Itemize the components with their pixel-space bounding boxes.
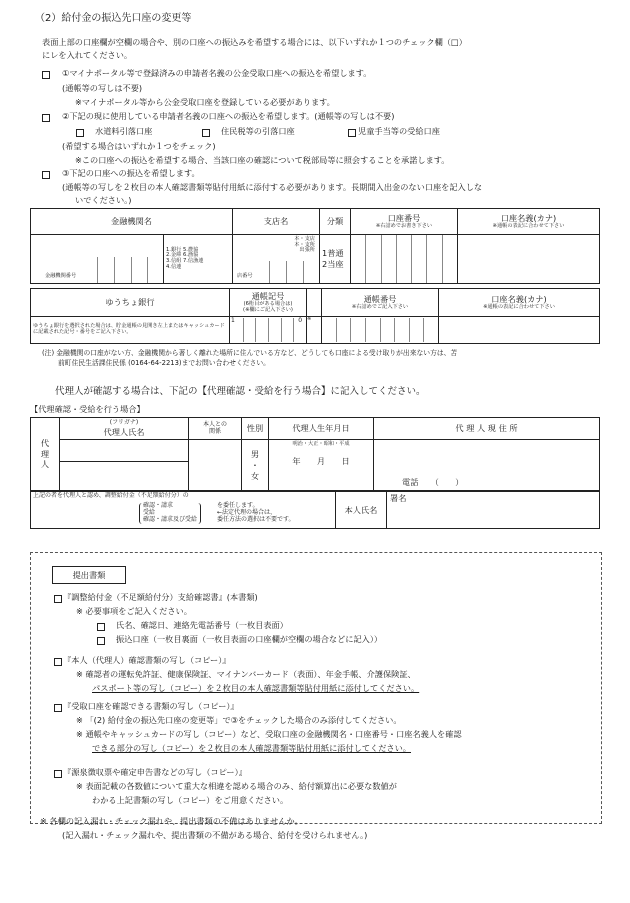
relation-header: 本人との 関係 xyxy=(189,418,242,440)
passbook-symbol-title: 通帳記号 xyxy=(251,291,285,302)
symbol-last-digit: 0 xyxy=(293,318,306,342)
option1-note-1: (通帳等の写しは不要) xyxy=(62,83,143,93)
branch-code-boxes[interactable] xyxy=(269,261,320,283)
principal-name-label: 本人氏名 xyxy=(336,492,387,529)
child-allowance-label: 児童手当等の受給口座 xyxy=(358,126,440,136)
symbol-first-digit: 1 xyxy=(231,317,235,324)
doc1b-label: 振込口座（一枚目裏面（一枚目表面の口座欄が空欄の場合などに記入）） xyxy=(116,634,383,644)
passbook-number-header xyxy=(322,289,439,317)
doc2-note-2: パスポート等の写し（コピー）を２枚目の本人確認書類等貼付用紙に添付してください。 xyxy=(92,683,420,693)
address-header: 代 理 人 現 住 所 xyxy=(374,418,600,440)
account-number-header xyxy=(351,209,458,235)
footer-note-1: ※ 各欄の記入漏れ・チェック漏れや、提出書類の不備はありませんか。 xyxy=(40,816,303,826)
doc2-checkbox[interactable] xyxy=(54,658,62,666)
doc1a-checkbox[interactable] xyxy=(97,623,105,631)
option1-note-2: ※マイナポータル等から公金受取口座を登録している必要があります。 xyxy=(75,97,335,107)
yucho-holder-header xyxy=(439,289,600,317)
bank-type-options[interactable]: 1.銀行 5.農協 2.金庫 6.漁協 3.信組 7.信漁連 4.信連 xyxy=(164,235,233,284)
account-type-header: 分類 xyxy=(320,209,351,235)
proxy-table xyxy=(30,417,600,491)
account-holder-hint: ※通帳の表記に合わせて下さい xyxy=(492,222,565,229)
option2-note-1: (希望する場合はいずれか１つをチェック) xyxy=(62,141,216,151)
doc4-checkbox[interactable] xyxy=(54,770,62,778)
branch-type-options[interactable]: 本・支店 本・支所 出張所 xyxy=(294,236,315,254)
doc1a-label: 氏名、確認日、連絡先電話番号（一枚目表面） xyxy=(116,620,288,630)
furigana-label: (フリガナ) xyxy=(109,418,139,426)
proxy-lead: 代理人が確認する場合は、下記の【代理確認・受給を行う場合】に記入してください。 xyxy=(55,386,426,397)
doc4-note-1: ※ 表面記載の各数値について重大な相違を認める場合のみ、給付額算出に必要な数値が xyxy=(76,781,397,791)
yucho-bank-header: ゆうちょ銀行 xyxy=(31,289,230,317)
sex-options[interactable]: 男 ・ 女 xyxy=(242,440,269,491)
doc3-note-2: ※ 通帳やキャッシュカードの写し（コピー）など、受取口座の金融機関名・口座番号・口座名義人を確認 xyxy=(76,729,462,739)
consent-delegate: を委任します。 ←法定代理の場合は、 委任方法の選択は不要です。 xyxy=(217,502,295,523)
consent-line: 上記の者を代理人と認め、調整給付金（不足額給付分）の xyxy=(33,492,189,499)
bank-code-boxes[interactable] xyxy=(97,257,164,283)
option3-note-2: いでください。) xyxy=(75,195,132,205)
branch-name-input[interactable] xyxy=(233,235,320,284)
passbook-number-title: 通帳番号 xyxy=(363,294,397,305)
bank-code-label: 金融機関番号 xyxy=(45,273,77,280)
remote-note-1: (注) 金融機関の口座がない方、金融機関から著しく離れた場所に住んでいる方など、どうしても口座による受け取りが出来ない方は、苫 xyxy=(42,349,458,357)
relation-input[interactable] xyxy=(189,440,242,491)
principal-signature-field[interactable]: 署名 xyxy=(387,492,600,529)
doc3-note-1: ※ 「(2) 給付金の振込先口座の変更等」で③をチェックした場合のみ添付してください。 xyxy=(76,715,402,725)
passbook-symbol-boxes[interactable] xyxy=(230,317,307,344)
account-number-hint: ※右詰めでお書き下さい xyxy=(375,222,433,229)
option3-note-1: (通帳等の写しを２枚目の本人確認書類等貼付用紙に添付する必要があります。長期間入出金のない口座を記入しな xyxy=(62,182,483,192)
era-options[interactable]: 明治・大正・昭和・平成 xyxy=(292,441,350,448)
dob-ymd: 年 月 日 xyxy=(292,456,350,467)
passbook-number-boxes[interactable] xyxy=(322,317,439,344)
phone-label: 電話 （ ） xyxy=(402,477,464,488)
doc3-note-3: できる部分の写し（コピー）を２枚目の本人確認書類等貼付用紙に添付してください。 xyxy=(92,743,411,753)
proxy-name-header xyxy=(60,418,189,440)
option3-label: ③下記の口座への振込を希望します。 xyxy=(62,168,200,178)
option1-label: ①マイナポータル等で登録済みの申請者名義の公金受取口座への振込を希望します。 xyxy=(62,68,372,78)
account-holder-header xyxy=(458,209,600,235)
doc3-checkbox[interactable] xyxy=(54,704,62,712)
doc4-note-2: わかる上記書類の写し（コピー）をご用意ください。 xyxy=(92,795,289,805)
yucho-account-table xyxy=(30,288,600,344)
bank-name-header: 金融機関名 xyxy=(31,209,233,235)
doc1-label: 『調整給付金（不足額給付分）支給確認書』(本書類) xyxy=(63,592,258,602)
bank-name-input[interactable] xyxy=(31,235,164,284)
dob-input[interactable] xyxy=(269,440,374,491)
water-account-label: 水道料引落口座 xyxy=(95,126,153,136)
tax-account-checkbox[interactable] xyxy=(202,129,210,137)
address-input[interactable] xyxy=(374,440,600,491)
doc1-note: ※ 必要事項をご記入ください。 xyxy=(76,606,192,616)
consent-options[interactable]: 確認・請求 受給 確認・請求及び受給 xyxy=(139,503,201,524)
yucho-holder-title: 口座名義(カナ) xyxy=(491,294,547,305)
water-account-checkbox[interactable] xyxy=(76,129,84,137)
account-holder-title: 口座名義(カナ) xyxy=(500,213,557,224)
passbook-symbol-hint: (6桁目がある場合は) (※欄にご記入下さい) xyxy=(243,301,293,313)
proxy-name-input[interactable] xyxy=(60,462,189,491)
yucho-holder-input[interactable] xyxy=(439,317,600,344)
consent-text-cell xyxy=(31,492,336,529)
branch-name-header: 支店名 xyxy=(233,209,320,235)
footer-note-2: (記入漏れ・チェック漏れや、提出書類の不備がある場合、給付を受けられません。) xyxy=(62,830,368,840)
account-number-title: 口座番号 xyxy=(387,213,421,224)
branch-code-label: 店番号 xyxy=(237,273,253,280)
account-number-boxes[interactable] xyxy=(351,235,458,284)
account-type-options[interactable]: 1普通 2当座 xyxy=(320,235,351,284)
intro-line-1: 表面上部の口座欄が空欄の場合や、別の口座への振込みを希望する場合には、以下いずれか１つのチェック欄（□） xyxy=(42,37,467,47)
doc1-checkbox[interactable] xyxy=(54,595,62,603)
proxy-heading: 【代理確認・受給を行う場合】 xyxy=(30,404,145,414)
bank-account-table xyxy=(30,208,600,284)
option1-checkbox[interactable] xyxy=(42,71,50,79)
remote-note-2: 前町住民生活課住民係 (0164-64-2213)までお問い合わせください。 xyxy=(58,359,270,367)
proxy-name-label: 代理人氏名 xyxy=(103,426,145,437)
doc4-label: 『源泉徴収票や確定申告書などの写し（コピー）』 xyxy=(63,767,247,777)
passbook-number-hint: ※右詰めでご記入下さい xyxy=(351,303,409,310)
tax-account-label: 住民税等の引落口座 xyxy=(221,126,295,136)
child-allowance-checkbox[interactable] xyxy=(348,129,356,137)
documents-title: 提出書類 xyxy=(52,566,126,584)
section-title: （2）給付金の振込先口座の変更等 xyxy=(35,13,192,24)
sixth-digit-mark[interactable]: ※ xyxy=(307,317,322,344)
option2-note-2: ※この口座への振込を希望する場合、当該口座の確認について税部局等に照会することを承諾します。 xyxy=(75,155,450,165)
account-holder-input[interactable] xyxy=(458,235,600,284)
doc2-label: 『本人（代理人）確認書類の写し（コピー）』 xyxy=(63,655,231,665)
yucho-note: ゆうちょ銀行を選択された場合は、貯金通帳の見開き左上またはキャッシュカードに記載された記号・番号をご記入下さい。 xyxy=(31,317,230,344)
doc1b-checkbox[interactable] xyxy=(97,637,105,645)
yucho-holder-hint: ※通帳の表記に合わせて下さい xyxy=(483,303,555,310)
dob-header: 代理人生年月日 xyxy=(269,418,374,440)
option3-checkbox[interactable] xyxy=(42,171,50,179)
option2-checkbox[interactable] xyxy=(42,114,50,122)
symbol-divider xyxy=(307,289,322,317)
sex-header: 性別 xyxy=(242,418,269,440)
option2-label: ②下記の現に使用している申請者名義の口座への振込を希望します。(通帳等の写しは不要) xyxy=(62,111,395,121)
passbook-symbol-header xyxy=(230,289,307,317)
doc2-note-1: ※ 確認者の運転免許証、健康保険証、マイナンバーカード（表面）、年金手帳、介護保険証、 xyxy=(76,669,416,679)
furigana-input[interactable] xyxy=(60,440,189,462)
consent-table xyxy=(30,491,600,529)
intro-line-2: にレを入れてください。 xyxy=(42,50,133,60)
proxy-side-label: 代 理 人 xyxy=(31,418,60,491)
doc3-label: 『受取口座を確認できる書類の写し（コピー）』 xyxy=(63,701,239,711)
